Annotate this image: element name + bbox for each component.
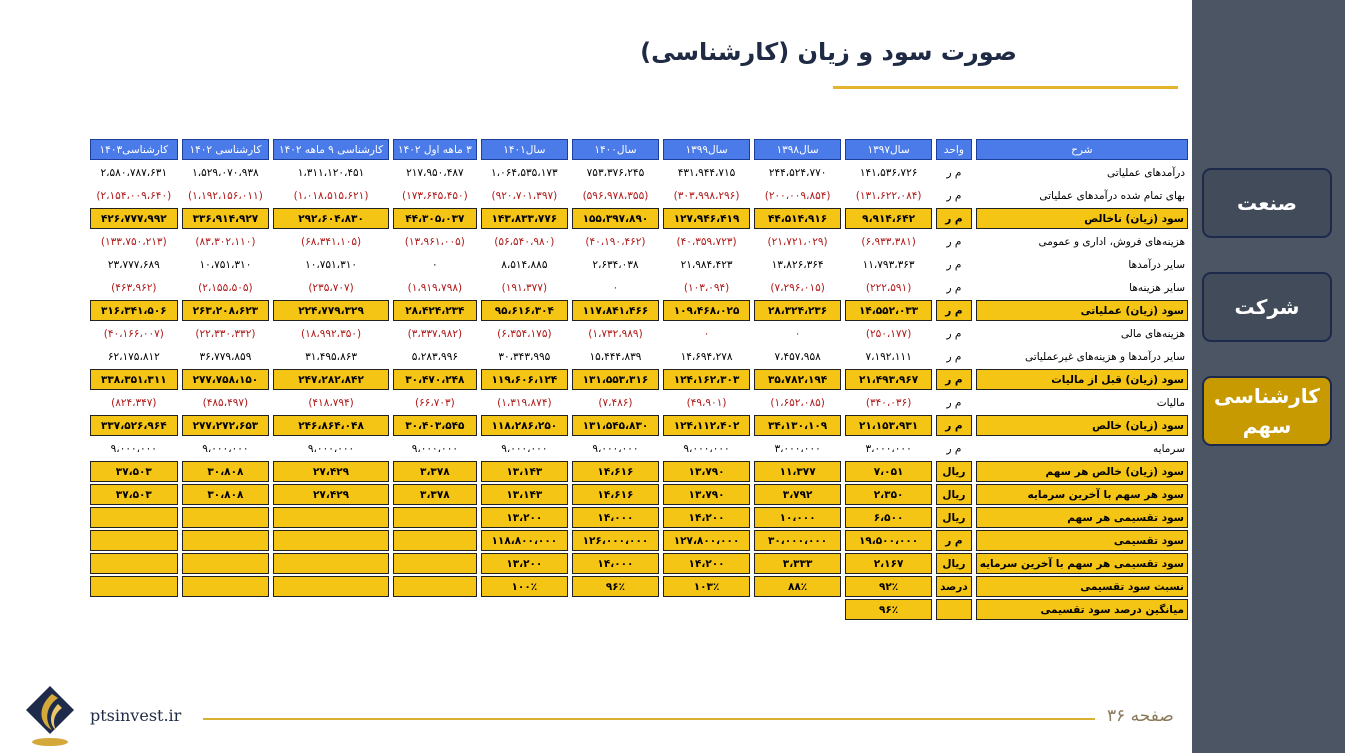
value-cell: ۲۸،۳۲۴،۲۳۶ [754, 300, 841, 321]
value-cell: ۵،۲۸۳،۹۹۶ [411, 350, 458, 363]
value-cell: ۴۴،۳۰۵،۰۳۷ [393, 208, 477, 229]
value-cell: (۲۳۵،۷۰۷) [308, 281, 354, 294]
title-underline [833, 86, 1178, 89]
value-cell: ۲۲۴،۷۷۹،۳۲۹ [273, 300, 389, 321]
row-label: میانگین درصد سود تقسیمی [976, 599, 1188, 620]
value-cell [90, 530, 178, 551]
value-cell: ۱۳،۲۰۰ [481, 553, 568, 574]
value-cell: (۸۳،۳۰۲،۱۱۰) [195, 235, 256, 248]
unit-cell: م ر [946, 350, 962, 363]
value-cell: ۱۴،۰۰۰ [572, 553, 659, 574]
value-cell: (۲۱،۷۲۱،۰۲۹) [767, 235, 828, 248]
value-cell: ۹۲٪ [845, 576, 932, 597]
value-cell: ۲۱،۹۸۴،۴۲۳ [680, 258, 733, 271]
value-cell: (۵۹۶،۹۷۸،۳۵۵) [582, 189, 649, 202]
value-cell: ۹،۰۰۰،۰۰۰ [592, 442, 639, 455]
value-cell: ۳۰،۳۴۳،۹۹۵ [498, 350, 551, 363]
table-row [90, 530, 1188, 551]
value-cell: ۳۰،۴۰۳،۵۴۵ [393, 415, 477, 436]
table-row [90, 300, 1188, 321]
value-cell: (۲،۱۵۵،۵۰۵) [198, 281, 253, 294]
value-cell: (۱۰۳،۰۹۴) [683, 281, 730, 294]
unit-cell: م ر [936, 530, 972, 551]
value-cell: ۱۳،۱۴۳ [481, 484, 568, 505]
value-cell [182, 530, 270, 551]
value-cell: ۲۷۷،۲۷۲،۶۵۳ [182, 415, 270, 436]
value-cell: (۲۵۰،۱۷۷) [865, 327, 912, 340]
table-row [90, 392, 1188, 413]
row-label: سود تقسیمی [976, 530, 1188, 551]
value-cell: (۴۱۸،۷۹۴) [308, 396, 354, 409]
value-cell: ۲۷۷،۷۵۸،۱۵۰ [182, 369, 270, 390]
value-cell [393, 530, 477, 551]
column-header: سال۱۴۰۰ [572, 139, 659, 160]
value-cell: ۲،۶۳۴،۰۳۸ [592, 258, 639, 271]
column-header: کارشناسی۱۴۰۳ [90, 139, 178, 160]
table-row [90, 599, 1188, 620]
value-cell: ۴۲۶،۷۷۷،۹۹۲ [90, 208, 178, 229]
value-cell [182, 599, 270, 620]
unit-cell: م ر [946, 166, 962, 179]
value-cell: ۳۱،۴۹۵،۸۶۳ [305, 350, 357, 363]
site-link[interactable]: ptsinvest.ir [90, 706, 182, 725]
nav-company[interactable]: شرکت [1202, 272, 1332, 342]
value-cell: ۱۱۸،۲۸۶،۲۵۰ [481, 415, 568, 436]
value-cell [273, 576, 389, 597]
value-cell: ۰ [612, 281, 619, 294]
column-header: کارشناسی ۱۴۰۲ [182, 139, 270, 160]
value-cell: (۴۹،۹۰۱) [686, 396, 727, 409]
value-cell: (۲۲۲،۵۹۱) [865, 281, 912, 294]
value-cell: ۳،۷۹۲ [754, 484, 841, 505]
unit-cell: م ر [936, 208, 972, 229]
value-cell: ۳،۰۰۰،۰۰۰ [774, 442, 821, 455]
value-cell: ۹۵،۶۱۶،۳۰۴ [481, 300, 568, 321]
value-cell: ۱۵۵،۳۹۷،۸۹۰ [572, 208, 659, 229]
value-cell: (۱۳۳،۷۵۰،۲۱۳) [100, 235, 167, 248]
value-cell: ۳۰،۸۰۸ [182, 461, 270, 482]
value-cell: ۱،۵۲۹،۰۷۰،۹۳۸ [192, 166, 259, 179]
unit-cell: م ر [936, 369, 972, 390]
unit-cell: م ر [946, 442, 962, 455]
value-cell [663, 599, 750, 620]
value-cell: (۶۸،۳۴۱،۱۰۵) [300, 235, 362, 248]
value-cell: ۸،۵۱۴،۸۸۵ [501, 258, 548, 271]
table-row [90, 438, 1188, 459]
value-cell: ۹،۰۰۰،۰۰۰ [202, 442, 249, 455]
value-cell [273, 599, 389, 620]
value-cell: ۳۰،۰۰۰،۰۰۰ [754, 530, 841, 551]
value-cell: ۱۰،۷۵۱،۳۱۰ [199, 258, 252, 271]
income-statement-table [86, 137, 1192, 622]
value-cell: ۷،۰۵۱ [845, 461, 932, 482]
value-cell: ۹۶٪ [572, 576, 659, 597]
row-label: سود (زیان) قبل از مالیات [976, 369, 1188, 390]
value-cell: ۱۲۶،۰۰۰،۰۰۰ [572, 530, 659, 551]
value-cell: ۹،۰۰۰،۰۰۰ [411, 442, 458, 455]
value-cell: ۳۷،۵۰۳ [90, 484, 178, 505]
value-cell: (۷،۴۸۶) [598, 396, 633, 409]
row-label: نسبت سود تقسیمی [976, 576, 1188, 597]
value-cell: ۴۳۱،۹۴۴،۷۱۵ [677, 166, 736, 179]
value-cell: ۱۰،۰۰۰ [754, 507, 841, 528]
column-header: سال۱۴۰۱ [481, 139, 568, 160]
unit-cell: م ر [946, 396, 962, 409]
value-cell: ۳،۳۳۳ [754, 553, 841, 574]
value-cell: ۲۶۳،۲۰۸،۶۲۳ [182, 300, 270, 321]
value-cell: ۹،۰۰۰،۰۰۰ [683, 442, 730, 455]
table-row [90, 461, 1188, 482]
value-cell: (۶،۳۵۴،۱۷۵) [497, 327, 552, 340]
value-cell: ۷،۴۵۷،۹۵۸ [774, 350, 821, 363]
value-cell [393, 553, 477, 574]
company-logo [22, 684, 78, 748]
row-label: هزینه‌های مالی [1120, 327, 1185, 340]
value-cell: (۱۳۱،۶۲۲،۰۸۴) [855, 189, 922, 202]
value-cell [182, 576, 270, 597]
value-cell: (۴۶۳،۹۶۲) [111, 281, 157, 294]
value-cell: ۱۰،۷۵۱،۳۱۰ [305, 258, 357, 271]
row-label: بهای تمام شده درآمدهای عملیاتی [1039, 189, 1185, 202]
table-row [90, 553, 1188, 574]
table-row [90, 254, 1188, 275]
table-row [90, 507, 1188, 528]
value-cell: (۳۰۳،۹۹۸،۲۹۶) [673, 189, 740, 202]
value-cell: ۹،۹۱۴،۶۴۲ [845, 208, 932, 229]
value-cell: (۲۰۰،۰۰۹،۸۵۴) [764, 189, 831, 202]
page-title: صورت سود و زیان (کارشناسی) [640, 38, 1017, 66]
value-cell: ۳۳۷،۵۲۶،۹۶۴ [90, 415, 178, 436]
unit-cell: م ر [946, 258, 962, 271]
value-cell: (۶،۹۳۳،۳۸۱) [861, 235, 916, 248]
value-cell: ۲۳،۷۷۷،۶۸۹ [107, 258, 160, 271]
value-cell [182, 553, 270, 574]
value-cell: ۷،۱۹۲،۱۱۱ [865, 350, 912, 363]
value-cell: (۱،۱۹۲،۱۵۶،۰۱۱) [188, 189, 263, 202]
value-cell: ۳۵،۷۸۲،۱۹۴ [754, 369, 841, 390]
value-cell [393, 576, 477, 597]
table-row [90, 231, 1188, 252]
value-cell [754, 599, 841, 620]
value-cell: ۹،۰۰۰،۰۰۰ [307, 442, 355, 455]
column-header: کارشناسی ۹ ماهه ۱۴۰۲ [273, 139, 389, 160]
table-row [90, 576, 1188, 597]
value-cell: (۱۸،۹۹۲،۳۵۰) [300, 327, 362, 340]
value-cell: ۱۵،۴۴۴،۸۳۹ [589, 350, 642, 363]
value-cell: (۱۷۳،۶۴۵،۴۵۰) [401, 189, 468, 202]
value-cell: ۲۴۴،۵۲۴،۷۷۰ [768, 166, 827, 179]
value-cell: ۲،۵۸۰،۷۸۷،۶۳۱ [100, 166, 168, 179]
table-row [90, 277, 1188, 298]
value-cell [90, 599, 178, 620]
value-cell: ۱۲۷،۸۰۰،۰۰۰ [663, 530, 750, 551]
value-cell: ۱۹،۵۰۰،۰۰۰ [845, 530, 932, 551]
value-cell: ۱۳،۷۹۰ [663, 461, 750, 482]
table-row [90, 208, 1188, 229]
value-cell: ۳۱۶،۳۴۱،۵۰۶ [90, 300, 178, 321]
value-cell: ۱۰۳٪ [663, 576, 750, 597]
unit-cell: م ر [936, 300, 972, 321]
unit-cell: م ر [946, 281, 962, 294]
value-cell [273, 507, 389, 528]
unit-cell: م ر [946, 327, 962, 340]
value-cell: (۳۴۰،۰۳۶) [865, 396, 912, 409]
value-cell: ۳۰،۸۰۸ [182, 484, 270, 505]
table-row [90, 162, 1188, 183]
table-row [90, 185, 1188, 206]
value-cell: ۳۳۶،۹۱۴،۹۲۷ [182, 208, 270, 229]
value-cell: (۱،۰۱۸،۵۱۵،۶۲۱) [293, 189, 369, 202]
value-cell [481, 599, 568, 620]
value-cell: ۳،۳۷۸ [393, 484, 477, 505]
value-cell: ۹،۰۰۰،۰۰۰ [501, 442, 548, 455]
value-cell: ۱۱۹،۶۰۶،۱۲۴ [481, 369, 568, 390]
value-cell: ۱۴،۰۰۰ [572, 507, 659, 528]
value-cell: ۲۹۲،۶۰۴،۸۳۰ [273, 208, 389, 229]
value-cell: ۷۵۳،۳۷۶،۲۴۵ [586, 166, 645, 179]
value-cell: ۶۲،۱۷۵،۸۱۲ [107, 350, 160, 363]
value-cell: ۱۴،۲۰۰ [663, 553, 750, 574]
value-cell: ۴۴،۵۱۴،۹۱۶ [754, 208, 841, 229]
unit-cell: ریال [936, 553, 972, 574]
value-cell: ۰ [703, 327, 710, 340]
row-label: سایر هزینه‌ها [1129, 281, 1185, 294]
value-cell: ۲۷،۴۲۹ [273, 461, 389, 482]
value-cell: ۳۶،۷۷۹،۸۵۹ [199, 350, 252, 363]
value-cell: ۰ [794, 327, 801, 340]
value-cell: ۱۰۹،۴۶۸،۰۲۵ [663, 300, 750, 321]
row-label: هزینه‌های فروش، اداری و عمومی [1038, 235, 1185, 248]
column-header: سال۱۳۹۷ [845, 139, 932, 160]
value-cell: (۵۶،۵۴۰،۹۸۰) [494, 235, 555, 248]
column-header: شرح [976, 139, 1188, 160]
value-cell: ۱۳۱،۵۴۵،۸۳۰ [572, 415, 659, 436]
unit-cell: ریال [936, 461, 972, 482]
value-cell [273, 553, 389, 574]
row-label: سایر درآمدها [1128, 258, 1185, 271]
value-cell: ۱۱،۷۹۳،۳۶۳ [862, 258, 915, 271]
table-row [90, 415, 1188, 436]
value-cell: (۴۰،۱۹۰،۴۶۲) [585, 235, 646, 248]
value-cell: (۴۰،۳۵۹،۷۲۳) [676, 235, 737, 248]
value-cell: (۷،۲۹۶،۰۱۵) [770, 281, 825, 294]
value-cell: ۱۴،۶۹۴،۲۷۸ [680, 350, 733, 363]
value-cell: ۶،۵۰۰ [845, 507, 932, 528]
value-cell: ۳۴،۱۳۰،۱۰۹ [754, 415, 841, 436]
value-cell: ۱۴۳،۸۳۳،۷۷۶ [481, 208, 568, 229]
unit-cell: م ر [946, 189, 962, 202]
value-cell: ۱۱،۳۷۷ [754, 461, 841, 482]
value-cell: ۹۶٪ [845, 599, 932, 620]
row-label: سود (زیان) ناخالص [976, 208, 1188, 229]
value-cell: (۹۲۰،۷۰۱،۳۹۷) [491, 189, 558, 202]
value-cell [90, 553, 178, 574]
value-cell: (۴۸۵،۴۹۷) [202, 396, 249, 409]
value-cell: (۸۲۴،۳۴۷) [111, 396, 157, 409]
value-cell [572, 599, 659, 620]
value-cell: ۳،۰۰۰،۰۰۰ [865, 442, 912, 455]
unit-cell: ریال [936, 484, 972, 505]
row-label: سایر درآمدها و هزینه‌های غیرعملیاتی [1025, 350, 1185, 363]
value-cell: ۲۸،۴۲۴،۲۳۴ [393, 300, 477, 321]
value-cell: ۲۴۷،۲۸۲،۸۴۲ [273, 369, 389, 390]
value-cell: (۱۳،۹۶۱،۰۰۵) [404, 235, 465, 248]
value-cell [90, 507, 178, 528]
value-cell: ۲،۳۵۰ [845, 484, 932, 505]
value-cell: ۹،۰۰۰،۰۰۰ [110, 442, 157, 455]
value-cell: ۱۲۴،۱۱۲،۴۰۲ [663, 415, 750, 436]
value-cell: ۳۷،۵۰۳ [90, 461, 178, 482]
value-cell [182, 507, 270, 528]
nav-industry[interactable]: صنعت [1202, 168, 1332, 238]
value-cell: (۱،۹۱۹،۷۹۸) [407, 281, 463, 294]
value-cell: (۳،۳۳۷،۹۸۲) [407, 327, 463, 340]
value-cell [393, 507, 477, 528]
value-cell: ۱،۳۱۱،۱۲۰،۴۵۱ [297, 166, 365, 179]
value-cell [90, 576, 178, 597]
value-cell: ۱۳،۸۲۶،۳۶۴ [771, 258, 824, 271]
column-header: سال۱۳۹۹ [663, 139, 750, 160]
value-cell: (۱۹۱،۳۷۷) [501, 281, 548, 294]
value-cell: (۱،۷۳۲،۹۸۹) [588, 327, 643, 340]
value-cell: ۳۳۸،۳۵۱،۳۱۱ [90, 369, 178, 390]
value-cell: ۱۳،۱۴۳ [481, 461, 568, 482]
value-cell: ۱۴،۵۵۲،۰۳۳ [845, 300, 932, 321]
unit-cell: ریال [936, 507, 972, 528]
value-cell: ۱۱۷،۸۴۱،۴۶۶ [572, 300, 659, 321]
row-label: سود (زیان) خالص هر سهم [976, 461, 1188, 482]
sidebar [1192, 0, 1345, 753]
table-row [90, 346, 1188, 367]
value-cell [393, 599, 477, 620]
row-label: سود هر سهم با آخرین سرمایه [976, 484, 1188, 505]
row-label: سود تقسیمی هر سهم [976, 507, 1188, 528]
value-cell: ۲۱۷،۹۵۰،۴۸۷ [406, 166, 464, 179]
footer-divider [203, 718, 1095, 720]
value-cell: ۳،۳۷۸ [393, 461, 477, 482]
unit-cell: م ر [946, 235, 962, 248]
value-cell: ۱۳۱،۵۵۳،۳۱۶ [572, 369, 659, 390]
value-cell: ۰ [432, 258, 438, 271]
table-row [90, 369, 1188, 390]
value-cell: ۱۲۷،۹۴۶،۴۱۹ [663, 208, 750, 229]
page-number: صفحه ۳۶ [1107, 706, 1174, 726]
value-cell: (۱،۳۱۹،۸۷۴) [497, 396, 552, 409]
unit-cell [936, 599, 972, 620]
table-row [90, 323, 1188, 344]
value-cell: ۱۱۸،۸۰۰،۰۰۰ [481, 530, 568, 551]
value-cell: ۲۴۶،۸۶۴،۰۴۸ [273, 415, 389, 436]
row-label: سود (زیان) عملیاتی [976, 300, 1188, 321]
row-label: سود تقسیمی هر سهم با آخرین سرمایه [976, 553, 1188, 574]
column-header: واحد [936, 139, 972, 160]
value-cell: ۱۴،۶۱۶ [572, 461, 659, 482]
value-cell: ۲۱،۴۹۳،۹۶۷ [845, 369, 932, 390]
value-cell: ۲،۱۶۷ [845, 553, 932, 574]
value-cell: ۱۲۴،۱۶۲،۳۰۳ [663, 369, 750, 390]
value-cell: ۱۴،۲۰۰ [663, 507, 750, 528]
value-cell: ۲۷،۴۲۹ [273, 484, 389, 505]
column-header: سال۱۳۹۸ [754, 139, 841, 160]
unit-cell: م ر [936, 415, 972, 436]
row-label: مالیات [1156, 396, 1185, 409]
table-header-row [90, 139, 1188, 160]
row-label: سرمایه [1153, 442, 1185, 455]
value-cell: ۸۸٪ [754, 576, 841, 597]
value-cell: ۱،۰۶۴،۵۳۵،۱۷۳ [491, 166, 558, 179]
row-label: سود (زیان) خالص [976, 415, 1188, 436]
value-cell: ۱۰۰٪ [481, 576, 568, 597]
value-cell: ۱۳،۲۰۰ [481, 507, 568, 528]
value-cell: (۶۶،۷۰۳) [414, 396, 455, 409]
value-cell: ۱۳،۷۹۰ [663, 484, 750, 505]
value-cell: ۱۴۱،۵۳۶،۷۲۶ [859, 166, 918, 179]
value-cell: ۲۱،۱۵۳،۹۳۱ [845, 415, 932, 436]
value-cell: (۱،۶۵۲،۰۸۵) [770, 396, 825, 409]
value-cell: (۲۲،۳۳۰،۳۳۲) [195, 327, 256, 340]
value-cell: ۱۴،۶۱۶ [572, 484, 659, 505]
value-cell: (۴۰،۱۶۶،۰۰۷) [103, 327, 164, 340]
value-cell: ۳۰،۴۷۰،۲۴۸ [393, 369, 477, 390]
column-header: ۳ ماهه اول ۱۴۰۲ [393, 139, 477, 160]
value-cell [273, 530, 389, 551]
unit-cell: درصد [936, 576, 972, 597]
value-cell: (۲،۱۵۴،۰۰۹،۶۴۰) [96, 189, 172, 202]
row-label: درآمدهای عملیاتی [1107, 166, 1185, 179]
nav-stock-valuation[interactable]: کارشناسی سهم [1202, 376, 1332, 446]
table-row [90, 484, 1188, 505]
